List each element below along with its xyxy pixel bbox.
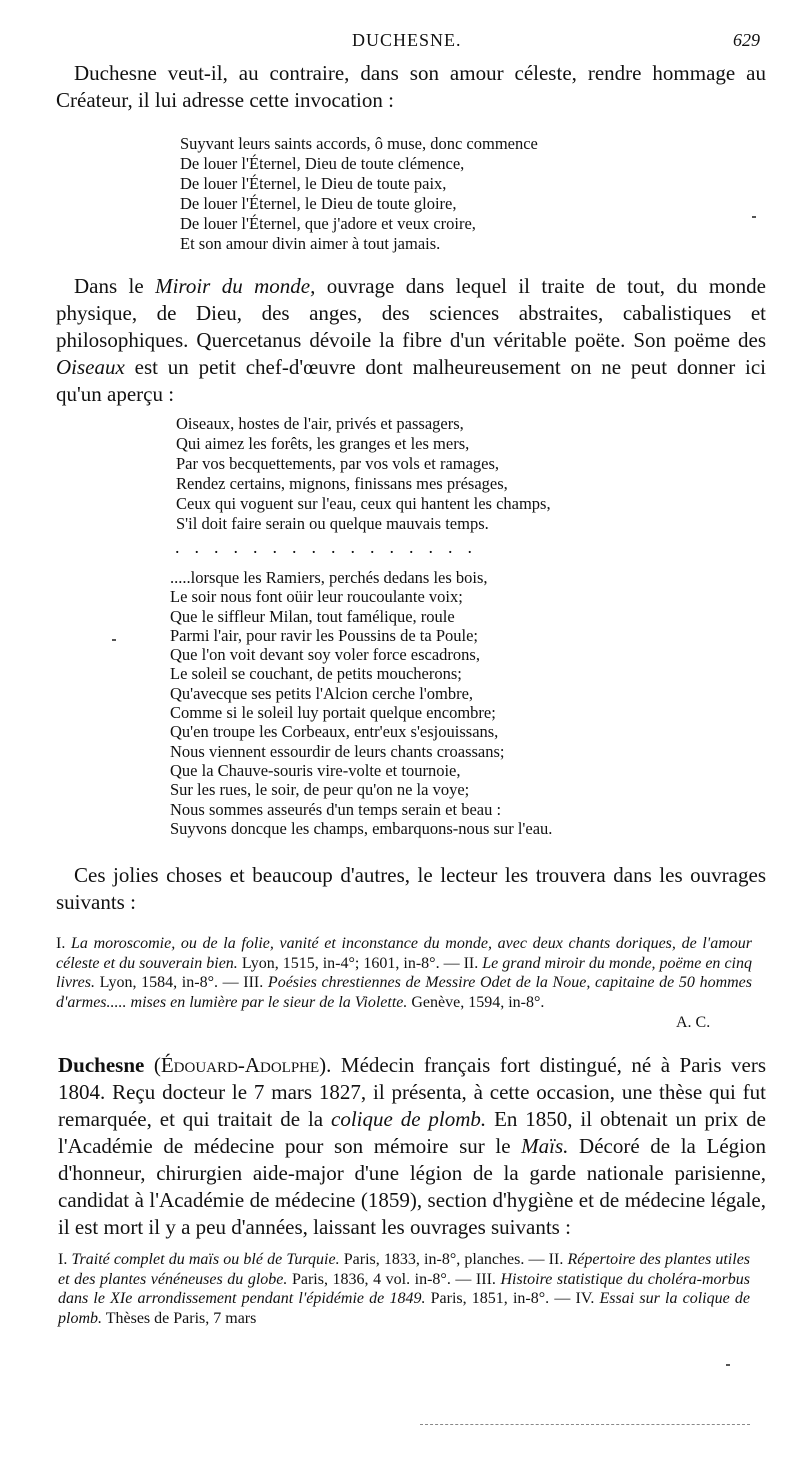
verse-line: Le soleil se couchant, de petits moucherons; [170, 664, 462, 684]
ellipsis-line: ................ [175, 537, 487, 557]
bottom-bleed-through [420, 1424, 750, 1425]
verse-line: S'il doit faire serain ou quelque mauvais temps. [176, 514, 489, 533]
note-text: Paris, 1833, in-8°, planches. — II. [339, 1251, 568, 1268]
verse-line: Nous sommes asseurés d'un temps serain et beau : [170, 799, 502, 819]
note-title: Traité complet du maïs ou blé de Turquie. [71, 1251, 340, 1268]
entry-text: Décoré de la Légion d'honneur, chirurgien aide-major d'une légion de la garde nationale parisienne, candidat à l'Académie de médecine (1859), section d'hygiène et de médecine légale, il est mort il y a peu d'années, laissant les ouvrages suivants : [58, 1134, 766, 1239]
verse-line: Que la Chauve-souris vire-volte et tournoie, [170, 760, 461, 780]
print-speck [726, 1364, 730, 1366]
verse-line: .....lorsque les Ramiers, perchés dedans les bois, [170, 568, 488, 587]
note-text: Genève, 1594, in-8°. [407, 993, 545, 1011]
verse-line: Nous viennent essourdir de leurs chants croassans; [170, 741, 505, 761]
note-title: Histoire statistique du choléra-morbus dans le XIe arrondissement pendant l'épidémie de 1849. [58, 1270, 751, 1307]
memoir-title: Maïs. [521, 1134, 569, 1158]
print-speck [752, 216, 756, 218]
verse-line: Qu'avecque ses petits l'Alcion cerche l'ombre, [170, 683, 474, 703]
verse-line: Sur les rues, le soir, de peur qu'on ne la voye; [170, 780, 470, 800]
verse-line: Comme si le soleil luy portait quelque encombre; [170, 703, 496, 723]
verse-line: Qui aimez les forêts, les granges et les mers, [176, 434, 470, 453]
running-head: DUCHESNE. [352, 30, 462, 50]
verse-oiseaux-opening [176, 414, 551, 534]
note-title: Le grand miroir du monde, poëme en cinq livres. [56, 954, 753, 991]
entry-text: Médecin français fort distingué, né à Paris vers 1804. Reçu docteur le 7 mars 1827, il présenta, à cette occasion, une thèse qui fut remarquée, et qui traitait de la [58, 1053, 766, 1131]
note-title: Essai sur la colique de plomb. [58, 1290, 750, 1327]
verse-line: Que l'on voit devant soy voler force escadrons, [170, 645, 480, 665]
text-run: est un petit chef-d'œuvre dont malheureusement on ne peut donner ici qu'un aperçu : [56, 355, 766, 406]
author-signature: A. C. [676, 1014, 711, 1031]
entry-given-name: (Édouard-Adolphe). [144, 1053, 332, 1077]
verse-line: Suyvons doncque les champs, embarquons-nous sur l'eau. [170, 818, 553, 838]
note-text: I. [56, 935, 71, 952]
page-header [0, 30, 800, 52]
note-title: Répertoire des plantes utiles et des plantes vénéneuses du globe. [58, 1251, 751, 1288]
verse-line: Parmi l'air, pour ravir les Poussins de ta Poule; [170, 625, 478, 645]
print-speck [112, 639, 116, 641]
note-text: Paris, 1851, in-8°. — IV. [425, 1290, 600, 1307]
verse-line: Que le siffleur Milan, tout famélique, roule [170, 606, 455, 626]
verse-line: Et son amour divin aimer à tout jamais. [180, 234, 441, 253]
verse-line: Suyvant leurs saints accords, ô muse, donc commence [180, 134, 538, 153]
note-text: Lyon, 1584, in-8°. — III. [94, 974, 268, 991]
verse-line: Par vos becquettements, par vos vols et ramages, [176, 454, 500, 473]
page-number: 629 [733, 30, 760, 50]
verse-line: De louer l'Éternel, Dieu de toute clémence, [180, 154, 465, 173]
verse-line: Rendez certains, mignons, finissans mes présages, [176, 474, 508, 493]
entry-duchesne-edouard [58, 1052, 766, 1241]
work-title-oiseaux: Oiseaux [56, 355, 125, 379]
miroir-paragraph [56, 273, 766, 408]
text-run: ouvrage dans lequel il traite de tout, du monde physique, de Dieu, des anges, des sciences abstraites, cabalistiques et philosophiques. Quercetanus dévoile la fibre d'un véritable poëte. Son poëme des [56, 274, 766, 352]
footnote-works-list-2 [58, 1250, 750, 1328]
footnote-works-list [56, 934, 752, 1012]
note-text: Lyon, 1515, in-4°; 1601, in-8°. — II. [237, 954, 483, 972]
work-title-miroir: Miroir du monde, [155, 274, 316, 298]
verse-oiseaux-continued [170, 568, 552, 838]
verse-line: De louer l'Éternel, que j'adore et veux croire, [180, 214, 476, 233]
note-text: Paris, 1836, 4 vol. in-8°. — III. [287, 1270, 501, 1288]
note-title: La moroscomie, ou de la folie, vanité et inconstance du monde, avec deux chants doriques, de l'amour céleste et du souverain bien. [56, 935, 752, 972]
verse-line: De louer l'Éternel, le Dieu de toute gloire, [180, 194, 457, 213]
intro-paragraph: Duchesne veut-il, au contraire, dans son amour céleste, rendre hommage au Créateur, il lui adresse cette invocation : [56, 61, 766, 112]
note-text: I. [58, 1251, 72, 1268]
verse-line: Oiseaux, hostes de l'air, privés et passagers, [176, 414, 464, 433]
verse-line: De louer l'Éternel, le Dieu de toute paix, [180, 174, 447, 193]
note-text: Thèses de Paris, 7 mars [102, 1309, 257, 1327]
entry-name: Duchesne [58, 1053, 145, 1077]
verse-invocation [180, 134, 538, 254]
note-title: Poésies chrestiennes de Messire Odet de la Noue, capitaine de 50 hommes d'armes..... mises en lumière par le sieur de la Violette. [56, 974, 753, 1011]
verse-line: Ceux qui voguent sur l'eau, ceux qui hantent les champs, [176, 494, 551, 513]
verse-line: Le soir nous font oüir leur roucoulante voix; [170, 587, 463, 607]
closing-paragraph: Ces jolies choses et beaucoup d'autres, le lecteur les trouvera dans les ouvrages suivants : [56, 863, 766, 914]
verse-line: Qu'en troupe les Corbeaux, entr'eux s'esjouissans, [170, 722, 499, 742]
thesis-title: colique de plomb. [331, 1107, 487, 1131]
entry-text: En 1850, il obtenait un prix de l'Académie de médecine pour son mémoire sur le [58, 1107, 766, 1158]
text-run: Dans le [74, 274, 156, 298]
